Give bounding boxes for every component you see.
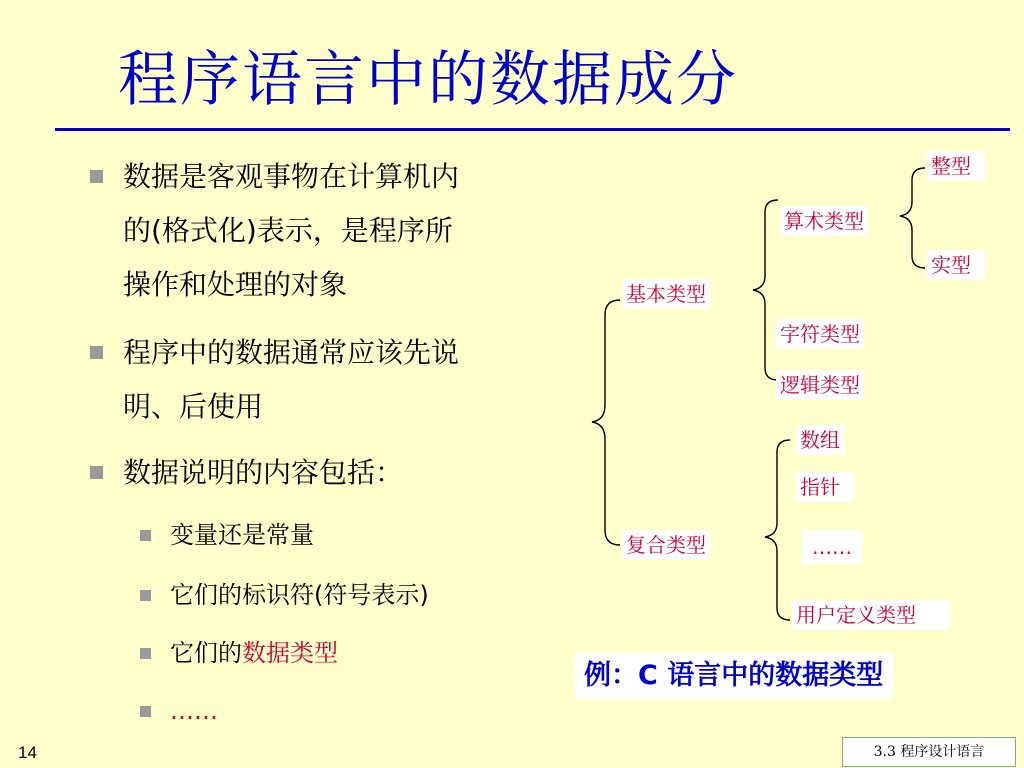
bullet-2-line1: 程序中的数据通常应该先说 [123, 336, 460, 369]
brace-arith [900, 168, 925, 268]
label-logic-type: 逻辑类型 [776, 370, 864, 400]
sub-bullet-2-text: 它们的标识符(符号表示) [170, 581, 429, 609]
footer-section-label: 3.3 程序设计语言 [842, 737, 1016, 767]
label-pointer-type: 指针 [796, 472, 854, 502]
label-user-type: 用户定义类型 [792, 600, 950, 630]
label-array-type: 数组 [796, 425, 844, 455]
brace-root [592, 300, 620, 545]
label-char-type: 字符类型 [776, 319, 864, 349]
label-ellipsis: …… [802, 530, 862, 564]
label-int-type: 整型 [927, 151, 985, 181]
label-arith-type: 算术类型 [780, 206, 868, 236]
label-composite-type: 复合类型 [622, 530, 710, 560]
sub-bullet-1-text: 变量还是常量 [170, 521, 314, 549]
label-real-type: 实型 [927, 250, 985, 280]
slide-title: 程序语言中的数据成分 [118, 45, 738, 115]
sub-bullet-3-highlight: 数据类型 [242, 639, 338, 667]
bullet-2-line2: 明、后使用 [123, 390, 264, 423]
brace-composite [765, 440, 790, 620]
bullet-3-line1: 数据说明的内容包括： [123, 456, 404, 489]
label-basic-type: 基本类型 [622, 279, 710, 309]
bullet-1-line1: 数据是客观事物在计算机内 [123, 160, 460, 193]
sub-bullet-4-text: …… [170, 697, 218, 725]
diagram-caption: 例：C 语言中的数据类型 [574, 653, 893, 699]
sub-bullet-3-prefix: 它们的 [170, 639, 242, 667]
bullet-1-line2: 的(格式化)表示，是程序所 [123, 214, 453, 247]
page-number: 14 [18, 743, 37, 762]
bullet-1-line3: 操作和处理的对象 [123, 268, 348, 301]
brace-basic [753, 200, 778, 380]
